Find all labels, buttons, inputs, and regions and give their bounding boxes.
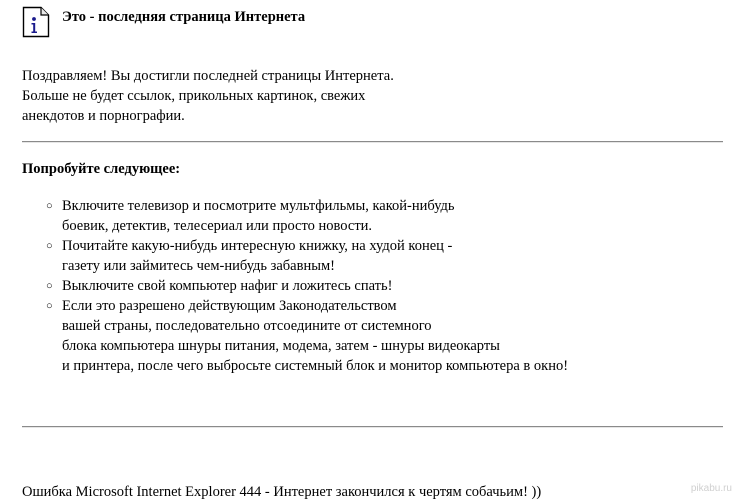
divider xyxy=(22,141,723,143)
circle-bullet-icon: ○ xyxy=(46,200,53,212)
list-item xyxy=(46,196,568,236)
error-footer: Ошибка Microsoft Internet Explorer 444 - Интернет закончился к чертям собачьим! )) xyxy=(22,484,542,500)
list-item-line: блока компьютера шнуры питания, модема, затем - шнуры видеокарты xyxy=(62,338,500,354)
watermark: pikabu.ru xyxy=(690,483,732,494)
list-item-line: Выключите свой компьютер нафиг и ложитесь спать! xyxy=(62,278,393,294)
suggestions-list xyxy=(46,196,569,376)
list-item xyxy=(46,236,568,276)
page-header xyxy=(22,6,305,38)
list-item xyxy=(46,276,568,296)
info-icon xyxy=(22,6,50,38)
list-item-line: вашей страны, последовательно отсоедините от системного xyxy=(62,318,432,334)
circle-bullet-icon: ○ xyxy=(46,240,53,252)
intro-line: Больше не будет ссылок, прикольных картинок, свежих xyxy=(22,88,366,104)
intro-line: анекдотов и порнографии. xyxy=(22,108,185,124)
intro-line: Поздравляем! Вы достигли последней страницы Интернета. xyxy=(22,68,394,84)
list-item-line: газету или займитесь чем-нибудь забавным! xyxy=(62,258,335,274)
suggestions-heading: Попробуйте следующее: xyxy=(22,161,181,177)
circle-bullet-icon: ○ xyxy=(46,300,53,312)
intro-text xyxy=(22,66,394,126)
circle-bullet-icon: ○ xyxy=(46,280,53,292)
list-item-line: Включите телевизор и посмотрите мультфильмы, какой-нибудь xyxy=(62,198,455,214)
list-item-line: Если это разрешено действующим Законодательством xyxy=(62,298,397,314)
page-title: Это - последняя страница Интернета xyxy=(62,9,306,25)
divider xyxy=(22,426,723,428)
list-item-line: и принтера, после чего выбросьте системный блок и монитор компьютера в окно! xyxy=(62,358,569,374)
list-item xyxy=(46,296,569,376)
list-item-line: Почитайте какую-нибудь интересную книжку, на худой конец - xyxy=(62,238,453,254)
list-item-line: боевик, детектив, телесериал или просто новости. xyxy=(62,218,373,234)
